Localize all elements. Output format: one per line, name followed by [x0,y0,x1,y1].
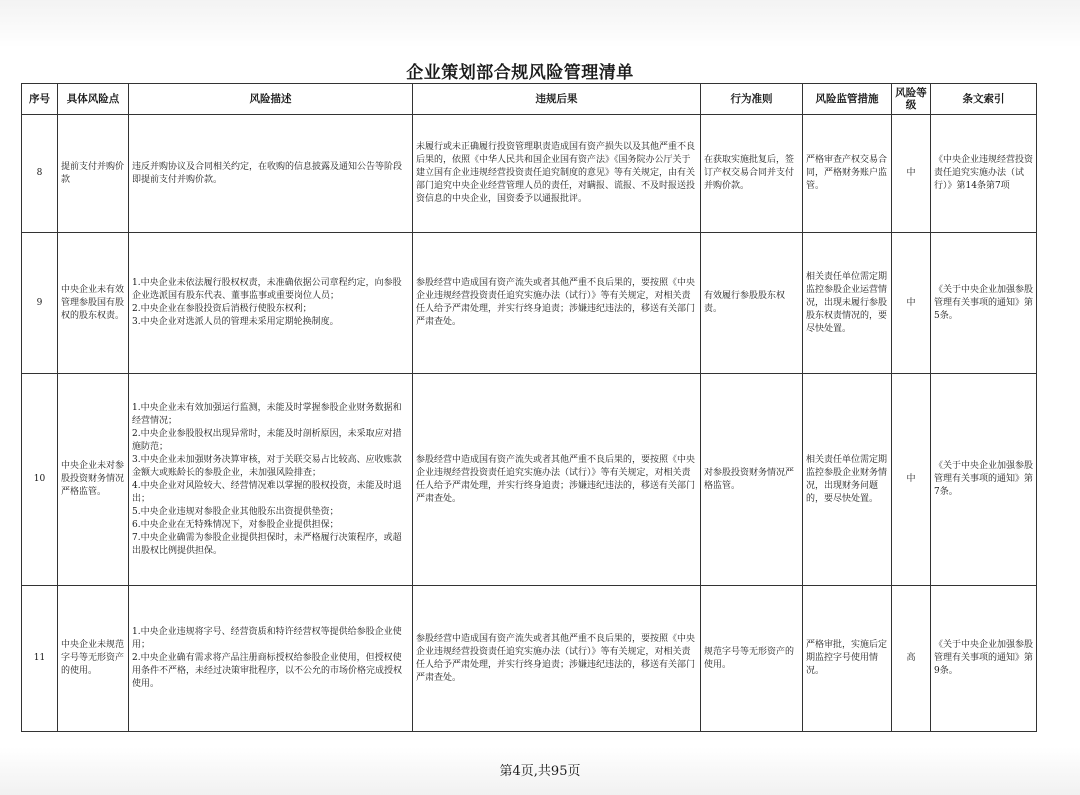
header-level: 风险等级 [892,84,931,115]
header-risk-point: 具体风险点 [58,84,129,115]
cell-risk-point: 中央企业未有效管理参股国有股权的股东权责。 [58,233,129,374]
cell-level: 中 [892,374,931,586]
description-line: 2.中央企业在参股投资后消极行使股东权利； [132,304,312,314]
cell-description [129,374,413,586]
table-row [22,374,1037,586]
description-line: 1.中央企业违规将字号、经营资质和特许经营权等提供给参股企业使用； [132,627,402,650]
header-description: 风险描述 [129,84,413,115]
description-line: 6.中央企业在无特殊情况下，对参股企业提供担保； [132,519,339,530]
header-reference: 条文索引 [931,84,1037,115]
cell-standard: 在获取实施批复后，签订产权交易合同并支付并购价款。 [701,115,803,233]
cell-measure: 相关责任单位需定期监控参股企业财务情况，出现财务问题的，要尽快处置。 [803,374,892,586]
table-header-row [22,84,1037,115]
cell-risk-point: 中央企业未规范字号等无形资产的使用。 [58,586,129,732]
description-line: 5.中央企业违规对参股企业其他股东出资提供垫资； [132,506,339,517]
cell-level: 中 [892,233,931,374]
cell-consequence: 参股经营中造成国有资产流失或者其他严重不良后果的，要按照《中央企业违规经营投资责任追究实施办法（试行）》等有关规定，对相关责任人给予严肃处理，并实行终身追责；涉嫌违纪违法的，移送有关部门严肃查处。 [413,586,701,732]
cell-measure: 严格审查产权交易合同，严格财务账户监管。 [803,115,892,233]
cell-standard: 规范字号等无形资产的使用。 [701,586,803,732]
cell-reference: 《关于中央企业加强参股管理有关事项的通知》第7条。 [931,374,1037,586]
cell-consequence: 未履行或未正确履行投资管理职责造成国有资产损失以及其他严重不良后果的，依照《中华人民共和国企业国有资产法》《国务院办公厅关于建立国有企业违规经营投资责任追究制度的意见》等有关规定，由有关部门追究中央企业经营管理人员的责任，对瞒报、谎报、不及时报送投资信息的中央企业，国资委予以通报批评。 [413,115,701,233]
description-line: 违反并购协议及合同相关约定，在收购的信息披露及通知公告等阶段即提前支付并购价款。 [132,161,403,185]
description-line: 2.中央企业参股股权出现异常时，未能及时剖析原因，未采取应对措施防范； [132,428,402,452]
cell-seq: 10 [22,374,58,586]
cell-risk-point: 中央企业未对参股投资财务情况严格监管。 [58,374,129,586]
cell-reference: 《关于中央企业加强参股管理有关事项的通知》第9条。 [931,586,1037,732]
cell-measure: 严格审批，实施后定期监控字号使用情况。 [803,586,892,732]
cell-description [129,586,413,732]
cell-seq: 11 [22,586,58,732]
cell-standard: 对参股投资财务情况严格监管。 [701,374,803,586]
table-row [22,233,1037,374]
header-standard: 行为准则 [701,84,803,115]
header-seq: 序号 [22,84,58,115]
cell-level: 高 [892,586,931,732]
description-line: 2.中央企业确有需求将产品注册商标授权给参股企业使用，但授权使用条件不严格，未经过决策审批程序，以不公允的市场价格完成授权使用。 [132,653,403,689]
cell-seq: 9 [22,233,58,374]
cell-description [129,115,413,233]
cell-reference: 《关于中央企业加强参股管理有关事项的通知》第5条。 [931,233,1037,374]
description-line: 1.中央企业未有效加强运行监测，未能及时掌握参股企业财务数据和经营情况； [132,402,402,426]
cell-description [129,233,413,374]
cell-consequence: 参股经营中造成国有资产流失或者其他严重不良后果的，要按照《中央企业违规经营投资责任追究实施办法（试行）》等有关规定，对相关责任人给予严肃处理，并实行终身追责；涉嫌违纪违法的，移送有关部门严肃查处。 [413,374,701,586]
risk-table [21,83,1037,732]
description-line: 3.中央企业对选派人员的管理未采用定期轮换制度。 [132,317,339,327]
header-measure: 风险监管措施 [803,84,892,115]
description-line: 7.中央企业确需为参股企业提供担保时，未严格履行决策程序，或超出股权比例提供担保。 [132,532,402,556]
cell-reference: 《中央企业违规经营投资责任追究实施办法（试行）》第14条第7项 [931,115,1037,233]
description-line: 4.中央企业对风险较大、经营情况难以掌握的股权投资，未能及时退出； [132,480,402,504]
cell-risk-point: 提前支付并购价款 [58,115,129,233]
cell-standard: 有效履行参股股东权责。 [701,233,803,374]
table-row [22,115,1037,233]
header-consequence: 违规后果 [413,84,701,115]
table-row [22,586,1037,732]
cell-measure: 相关责任单位需定期监控参股企业运营情况，出现未履行参股股东权责情况的，要尽快处置。 [803,233,892,374]
page-title: 企业策划部合规风险管理清单 [406,63,634,83]
description-line: 1.中央企业未依法履行股权权责，未准确依据公司章程约定，向参股企业选派国有股东代表、董事监事或重要岗位人员； [132,278,402,301]
cell-consequence: 参股经营中造成国有资产流失或者其他严重不良后果的，要按照《中央企业违规经营投资责任追究实施办法（试行）》等有关规定，对相关责任人给予严肃处理，并实行终身追责；涉嫌违纪违法的，移送有关部门严肃查处。 [413,233,701,374]
page-number: 第4页,共95页 [499,764,581,779]
cell-level: 中 [892,115,931,233]
description-line: 3.中央企业未加强财务决算审核，对于关联交易占比较高、应收账款金额大或账龄长的参股企业，未加强风险排查； [132,454,402,478]
cell-seq: 8 [22,115,58,233]
